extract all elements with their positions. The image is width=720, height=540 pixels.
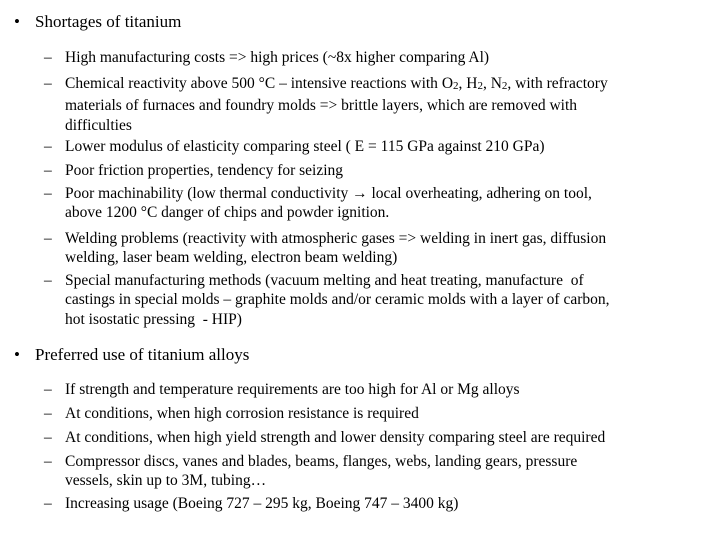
item-line: High manufacturing costs => high prices (~8x higher comparing Al)	[65, 49, 490, 66]
dash-icon: –	[44, 381, 52, 398]
item-line: Lower modulus of elasticity comparing steel ( E = 115 GPa against 210 GPa)	[65, 138, 545, 155]
list-item	[44, 404, 704, 423]
item-line: Special manufacturing methods (vacuum melting and heat treating, manufacture of	[65, 272, 584, 289]
item-line: If strength and temperature requirements are too high for Al or Mg alloys	[65, 381, 520, 398]
list-item	[44, 229, 704, 268]
list-item	[44, 428, 704, 447]
item-line: Increasing usage (Boeing 727 – 295 kg, Boeing 747 – 3400 kg)	[65, 495, 459, 512]
heading-text: Preferred use of titanium alloys	[35, 345, 250, 364]
item-line: above 1200 °C danger of chips and powder ignition.	[65, 204, 390, 222]
dash-icon: –	[44, 75, 52, 92]
item-line: vessels, skin up to 3M, tubing…	[65, 472, 267, 490]
list-item	[44, 137, 704, 156]
item-line: Poor friction properties, tendency for seizing	[65, 162, 344, 179]
list-item	[44, 48, 704, 67]
bullet-icon: •	[14, 345, 20, 364]
list-item	[44, 452, 704, 491]
dash-icon: –	[44, 162, 52, 179]
item-line: hot isostatic pressing - HIP)	[65, 310, 242, 328]
dash-icon: –	[44, 185, 52, 202]
list-item	[44, 161, 704, 180]
item-line: castings in special molds – graphite molds and/or ceramic molds with a layer of carbon,	[65, 291, 610, 309]
item-line: At conditions, when high yield strength and lower density comparing steel are required	[65, 429, 606, 446]
heading-text: Shortages of titanium	[35, 12, 182, 31]
item-line: At conditions, when high corrosion resistance is required	[65, 405, 419, 422]
list-item	[44, 380, 704, 399]
dash-icon: –	[44, 405, 52, 422]
dash-icon: –	[44, 495, 52, 512]
list-item	[44, 494, 704, 513]
list-item	[44, 271, 704, 329]
dash-icon: –	[44, 230, 52, 247]
item-line: Poor machinability (low thermal conductivity → local overheating, adhering on tool,	[65, 185, 592, 202]
dash-icon: –	[44, 138, 52, 155]
item-line: Compressor discs, vanes and blades, beams, flanges, webs, landing gears, pressure	[65, 453, 578, 470]
bullet-icon: •	[14, 12, 20, 31]
list-item	[44, 74, 704, 135]
item-line: difficulties	[65, 116, 132, 134]
item-line: welding, laser beam welding, electron beam welding)	[65, 249, 398, 267]
item-line: Chemical reactivity above 500 °C – intensive reactions with $O_2$, $H_2$, $N_2$, with refractory	[65, 75, 608, 92]
dash-icon: –	[44, 453, 52, 470]
dash-icon: –	[44, 272, 52, 289]
dash-icon: –	[44, 429, 52, 446]
item-line: Welding problems (reactivity with atmospheric gases => welding in inert gas, diffusion	[65, 230, 607, 247]
item-line: materials of furnaces and foundry molds => brittle layers, which are removed with	[65, 97, 578, 115]
list-item	[44, 184, 704, 223]
dash-icon: –	[44, 49, 52, 66]
